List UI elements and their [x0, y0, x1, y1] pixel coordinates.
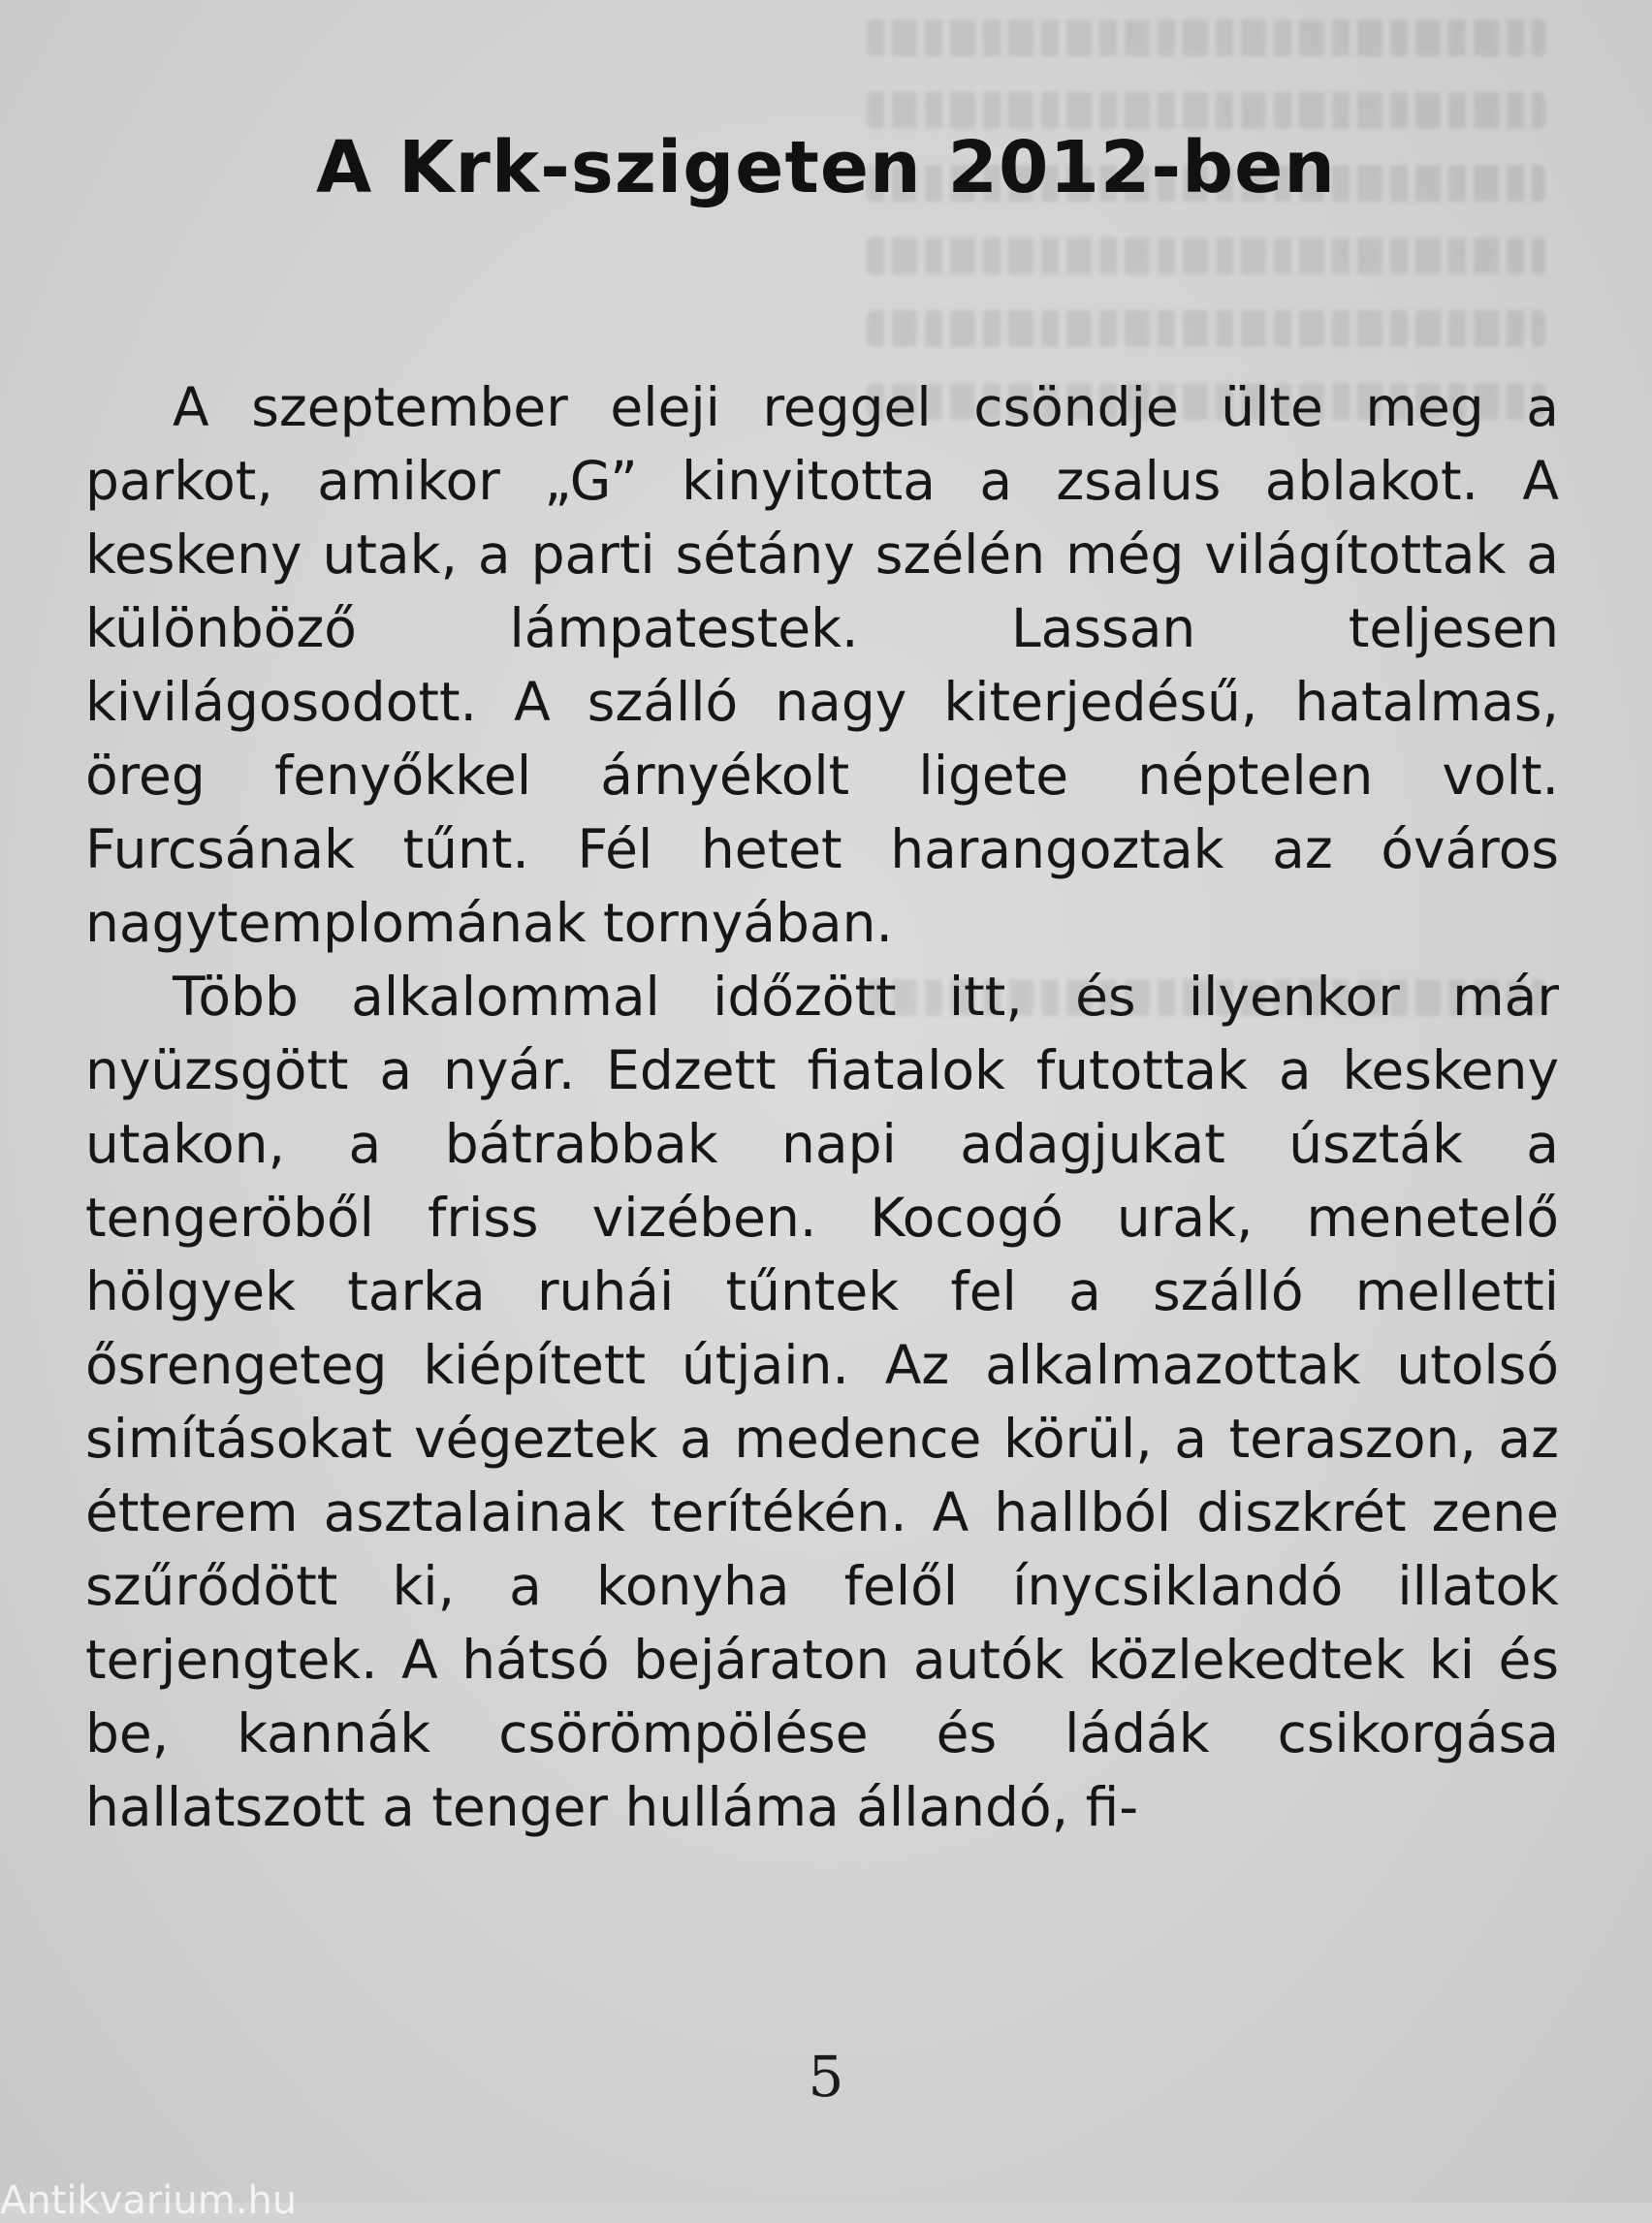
watermark: Antikvarium.hu: [0, 2178, 298, 2223]
show-through-line: [867, 19, 1545, 56]
paragraph: A szeptember eleji reggel csöndje ülte meg a parkot, amikor „G” kinyitotta a zsalus ablakot. A keskeny utak, a parti sétány szélén még világítottak a különböző lámpatestek. Lassan teljesen kivilágosodott. A szálló nagy kiterjedésű, hatalmas, öreg fenyőkkel árnyékolt ligete néptelen volt. Furcsának tűnt. Fél hetet harangoztak az óváros nagytemplomának tornyában.: [85, 376, 1559, 954]
show-through-line: [867, 310, 1545, 347]
body-text: [85, 370, 1559, 1844]
paragraph: Több alkalommal időzött itt, és ilyenkor már nyüzsgött a nyár. Edzett fiatalok futottak a keskeny utakon, a bátrabbak napi adagjukat úszták a tengeröből friss vizében. Kocogó urak, menetelő hölgyek tarka ruhái tűntek fel a szálló melletti ősrengeteg kiépített útjain. Az alkalmazottak utolsó simításokat végeztek a medence körül, a teraszon, az étterem asztalainak terítékén. A hallból diszkrét zene szűrődött ki, a konyha felől ínycsiklandó illatok terjengtek. A hátsó bejáraton autók közlekedtek ki és be, kannák csörömpölése és ládák csikorgása hallatszott a tenger hulláma állandó, fi-: [85, 966, 1559, 1838]
page-number: 5: [808, 2044, 844, 2110]
show-through-line: [867, 238, 1545, 274]
show-through-line: [867, 92, 1545, 129]
chapter-title: A Krk-szigeten 2012-ben: [316, 126, 1336, 209]
